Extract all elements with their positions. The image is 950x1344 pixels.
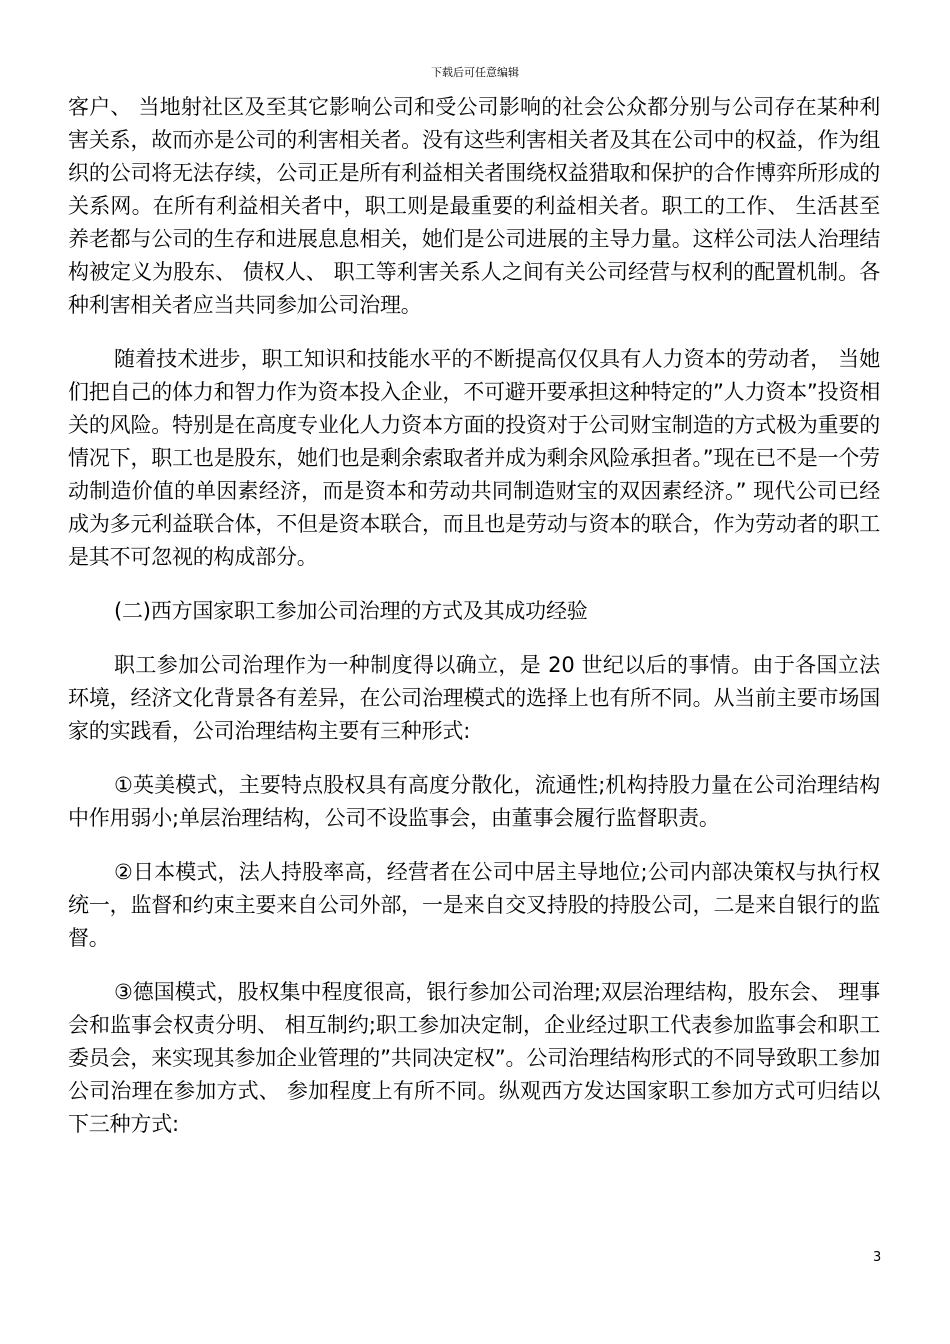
paragraph-german-model: ③德国模式，股权集中程度很高，银行参加公司治理;双层治理结构，股东会、 理事会和监事会权责分明、 相互制约;职工参加决定制，企业经过职工代表参加监事会和职工委员会，来实现其参加企业管理的”共同决定权”。公司治理结构形式的不同导致职工参加公司治理在参加方式、 参加程度上有所不同。纵观西方发达国家职工参加方式可归结以下三种方式: [68, 980, 880, 1136]
paragraph-stakeholders: 客户、 当地射社区及至其它影响公司和受公司影响的社会公众都分别与公司存在某种利害关系，故而亦是公司的利害相关者。没有这些利害相关者及其在公司中的权益，作为组织的公司将无法存续，公司正是所有利益相关者围绕权益猎取和保护的合作博弈所形成的关系网。在所有利益相关者中，职工则是最重要的利益相关者。职工的工作、 生活甚至养老都与公司的生存和进展息息相关，她们是公司进展的主导力量。这样公司法人治理结构被定义为股东、 债权人、 职工等利害关系人之间有关公司经营与权利的配置机制。各种利害相关者应当共同参加公司治理。 [68, 95, 880, 317]
page-number: 3 [873, 1250, 882, 1265]
page-header: 下载后可任意编辑 [431, 66, 519, 79]
paragraph-japanese-model: ②日本模式，法人持股率高，经营者在公司中居主导地位;公司内部决策权与执行权统一，监督和约束主要来自公司外部，一是来自交叉持股的持股公司，二是来自银行的监督。 [68, 860, 880, 950]
paragraph-governance-intro: 职工参加公司治理作为一种制度得以确立，是 20 世纪以后的事情。由于各国立法环境，经济文化背景各有差异，在公司治理模式的选择上也有所不同。从当前主要市场国家的实践看，公司治理结构主要有三种形式: [68, 653, 880, 743]
section-heading: (二)西方国家职工参加公司治理的方式及其成功经验 [114, 599, 588, 623]
document-body [68, 91, 880, 1162]
paragraph-anglo-american-model: ①英美模式，主要特点股权具有高度分散化，流通性;机构持股力量在公司治理结构中作用弱小;单层治理结构，公司不设监事会，由董事会履行监督职责。 [68, 773, 880, 830]
paragraph-human-capital: 随着技术进步，职工知识和技能水平的不断提高仅仅具有人力资本的劳动者， 当她们把自己的体力和智力作为资本投入企业，不可避开要承担这种特定的”人力资本”投资相关的风险。特别是在高度专业化人力资本方面的投资对于公司财宝制造的方式极为重要的情况下，职工也是股东，她们也是剩余索取者并成为剩余风险承担者。”现在已不是一个劳动制造价值的单因素经济，而是资本和劳动共同制造财宝的双因素经济。” 现代公司已经成为多元利益联合体，不但是资本联合，而且也是劳动与资本的联合，作为劳动者的职工是其不可忽视的构成部分。 [68, 347, 880, 569]
